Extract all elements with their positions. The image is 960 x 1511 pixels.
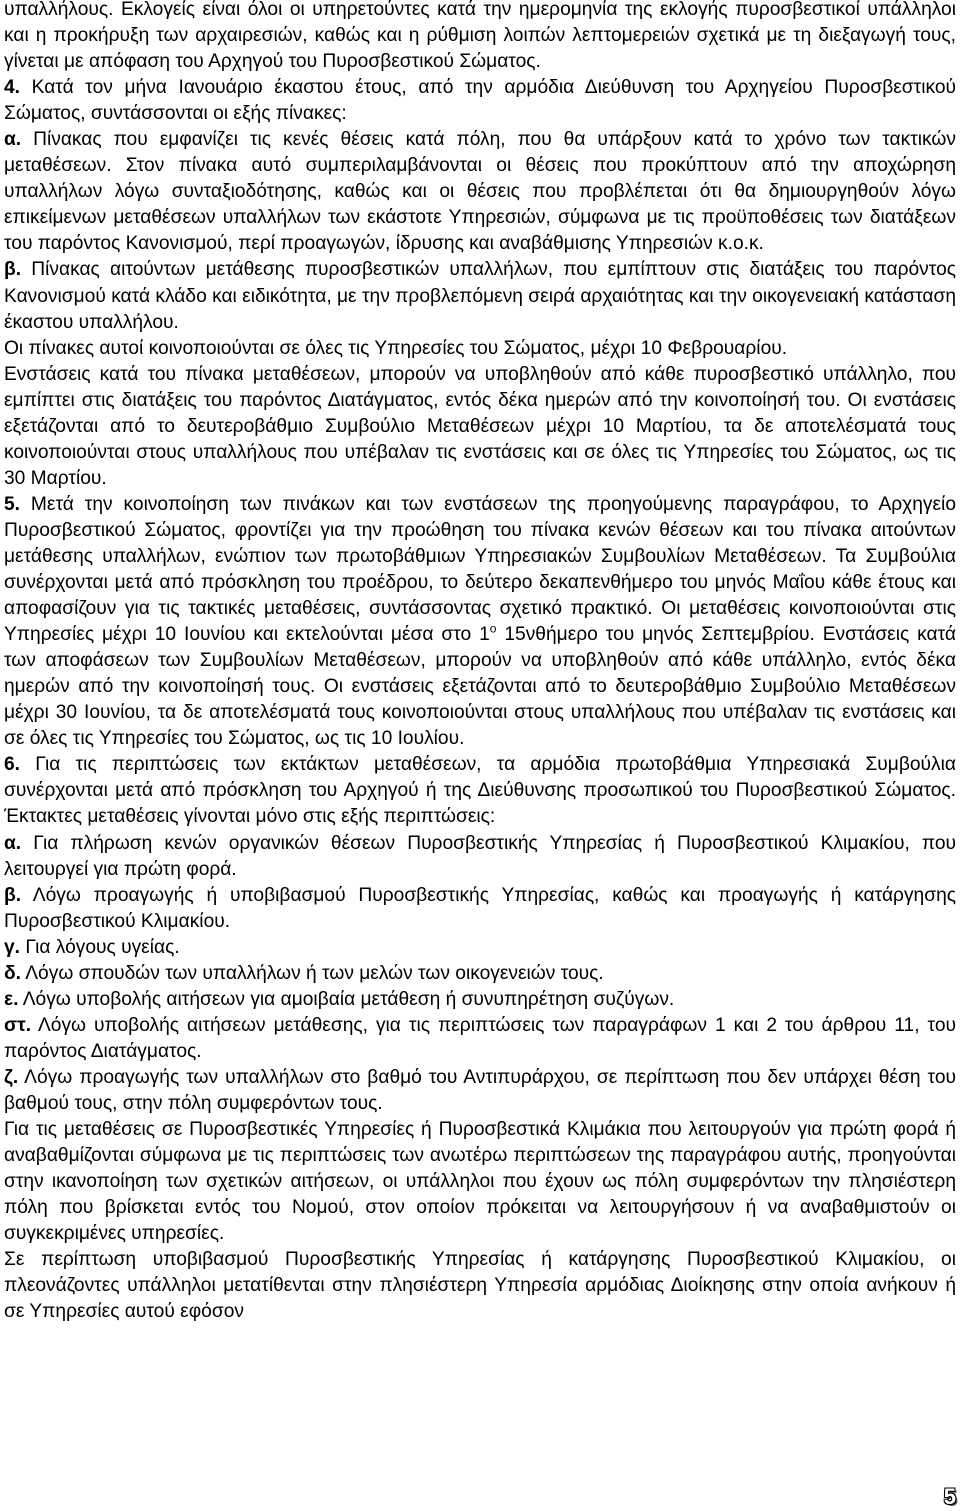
case-text: Για πλήρωση κενών οργανικών θέσεων Πυροσβεστικής Υπηρεσίας ή Πυροσβεστικού Κλιμακίου, που λειτουργεί για πρώτη φορά. bbox=[4, 832, 956, 880]
section-text: Μετά την κοινοποίηση των πινάκων και των ενστάσεων της προηγούμενης παραγράφου, το Αρχηγείο Πυροσβεστικού Σώματος, φροντίζει για την προώθηση του πίνακα κενών θέσεων και του πίνακα αιτούντων μετάθεσης υπαλλήλων, ενώπιον των πρωτοβάθμιων Υπηρεσιακών Συμβουλίων Μεταθέσεων. Τα Συμβούλια συνέρχονται μετά από πρόσκληση του προέδρου, το δεύτερο δεκαπενθήμερο του μηνός Μαΐου κάθε έτους και αποφασίζουν για τις τακτικές μεταθέσεις, συντάσσοντας σχετικό πρακτικό. Οι μεταθέσεις κοινοποιούνται στις Υπηρεσίες μέχρι 10 Ιουνίου και εκτελούνται μέσα στο 1 bbox=[4, 493, 956, 646]
section-6-case-beta bbox=[4, 883, 956, 935]
case-label: ζ. bbox=[4, 1066, 19, 1088]
section-6-demotion bbox=[4, 1247, 956, 1325]
section-6-new-services bbox=[4, 1117, 956, 1247]
paragraph-text: Σε περίπτωση υποβιβασμού Πυροσβεστικής Υπηρεσίας ή κατάργησης Πυροσβεστικού Κλιμακίου, οι πλεονάζοντες υπάλληλοι μετατίθενται στην πλησιέστερη Υπηρεσία αρμόδιας Διοίκησης στην οποία ανήκουν ή σε Υπηρεσίες αυτού εφόσον bbox=[4, 1249, 956, 1323]
section-4-intro bbox=[4, 75, 956, 127]
case-label: β. bbox=[4, 884, 22, 906]
section-6-case-gamma bbox=[4, 935, 956, 961]
paragraph-text: Οι πίνακες αυτοί κοινοποιούνται σε όλες τις Υπηρεσίες του Σώματος, μέχρι 10 Φεβρουαρίου. bbox=[4, 337, 788, 359]
section-6-case-alpha bbox=[4, 831, 956, 883]
section-number: 5. bbox=[4, 493, 21, 515]
ordinal-superscript: ο bbox=[489, 621, 497, 636]
section-6-case-zeta bbox=[4, 1065, 956, 1117]
case-text: Λόγω προαγωγής των υπαλλήλων στο βαθμό του Αντιπυράρχου, σε περίπτωση που δεν υπάρχει θέση του βαθμού τους, στην πόλη συμφερόντων τους. bbox=[4, 1066, 956, 1114]
case-label: δ. bbox=[4, 962, 21, 984]
item-label: β. bbox=[4, 259, 22, 281]
document-page bbox=[4, 0, 956, 1325]
section-text-continued: 15νθήμερο του μηνός Σεπτεμβρίου. Ενστάσεις κατά των αποφάσεων των Συμβουλίων Μεταθέσεων, μπορούν να υποβληθούν από κάθε υπάλληλο, εντός δέκα ημερών από την κοινοποίησή τους. Οι ενστάσεις εξετάζονται από το δευτεροβάθμιο Συμβούλιο Μεταθέσεων μέχρι 30 Ιουνίου, τα δε αποτελέσματά τους κοινοποιούνται στους υπαλλήλους που υπέβαλαν τις ενστάσεις και σε όλες τις Υπηρεσίες του Σώματος, ως τις 10 Ιουλίου. bbox=[4, 624, 956, 750]
section-5 bbox=[4, 492, 956, 752]
paragraph-text: Για τις μεταθέσεις σε Πυροσβεστικές Υπηρεσίες ή Πυροσβεστικά Κλιμάκια που λειτουργούν για πρώτη φορά ή αναβαθμίζονται σύμφωνα με τις περιπτώσεις των ανωτέρω περιπτώσεων της παραγράφου αυτής, προηγούνται στην ικανοποίηση των σχετικών αιτήσεων, οι υπάλληλοι που έχουν ως πόλη συμφερόντων την πλησιέστερη πόλη που βρίσκεται εντός του Νομού, στον οποίον πρόκειται να λειτουργήσουν ή να αναβαθμιστούν οι συγκεκριμένες υπηρεσίες. bbox=[4, 1119, 956, 1245]
case-label: α. bbox=[4, 832, 22, 854]
section-6-case-epsilon bbox=[4, 987, 956, 1013]
item-label: α. bbox=[4, 129, 22, 151]
case-text: Λόγω υποβολής αιτήσεων για αμοιβαία μετάθεση ή συνυπηρέτηση συζύγων. bbox=[18, 988, 675, 1010]
section-4-objections bbox=[4, 362, 956, 492]
section-4-notification bbox=[4, 336, 956, 362]
section-text: Κατά τον μήνα Ιανουάριο έκαστου έτους, από την αρμόδια Διεύθυνση του Αρχηγείου Πυροσβεστικού Σώματος, συντάσσονται οι εξής πίνακες: bbox=[4, 77, 956, 125]
paragraph-text: υπαλλήλους. Εκλογείς είναι όλοι οι υπηρετούντες κατά την ημερομηνία της εκλογής πυροσβεστικοί υπάλληλοι και η προκήρυξη των αρχαιρεσιών, καθώς και η ρύθμιση λοιπών λεπτομερειών σχετικά με τη διεξαγωγή τους, γίνεται με απόφαση του Αρχηγού του Πυροσβεστικού Σώματος. bbox=[4, 0, 956, 73]
case-text: Για λόγους υγείας. bbox=[20, 936, 180, 958]
section-4-item-alpha bbox=[4, 127, 956, 257]
section-number: 4. bbox=[4, 77, 21, 99]
case-text: Λόγω υποβολής αιτήσεων μετάθεσης, για τις περιπτώσεις των παραγράφων 1 και 2 του άρθρου 11, του παρόντος Διατάγματος. bbox=[4, 1014, 956, 1062]
case-label: στ. bbox=[4, 1014, 32, 1036]
section-4-item-beta bbox=[4, 257, 956, 335]
case-label: ε. bbox=[4, 988, 19, 1010]
item-text: Πίνακας που εμφανίζει τις κενές θέσεις κατά πόλη, που θα υπάρξουν κατά το χρόνο των τακτικών μεταθέσεων. Στον πίνακα αυτό συμπεριλαμβάνονται οι θέσεις που προκύπτουν από την αποχώρηση υπαλλήλων λόγω συνταξιοδότησης, καθώς και οι θέσεις που προβλέπεται ότι θα δημιουργηθούν λόγω επικείμενων μεταθέσεων υπαλλήλων των εκάστοτε Υπηρεσιών, σύμφωνα με τις προϋποθέσεις των διατάξεων του παρόντος Κανονισμού, περί προαγωγών, ίδρυσης και αναβάθμισης Υπηρεσιών κ.ο.κ. bbox=[4, 129, 956, 255]
section-6-intro bbox=[4, 752, 956, 830]
section-6-case-delta bbox=[4, 961, 956, 987]
paragraph-text: Ενστάσεις κατά του πίνακα μεταθέσεων, μπορούν να υποβληθούν από κάθε πυροσβεστικό υπάλληλο, που εμπίπτει στις διατάξεις του παρόντος Διατάγματος, εντός δέκα ημερών από την κοινοποίησή του. Οι ενστάσεις εξετάζονται από το δευτεροβάθμιο Συμβούλιο Μεταθέσεων μέχρι 10 Μαρτίου, τα δε αποτελέσματά τους κοινοποιούνται στους υπαλλήλους που υπέβαλαν τις ενστάσεις και σε όλες τις Υπηρεσίες του Σώματος, ως τις 30 Μαρτίου. bbox=[4, 363, 956, 489]
case-label: γ. bbox=[4, 936, 21, 958]
section-number: 6. bbox=[4, 754, 21, 776]
section-6-case-st bbox=[4, 1013, 956, 1065]
section-text: Για τις περιπτώσεις των εκτάκτων μεταθέσεων, τα αρμόδια πρωτοβάθμια Υπηρεσιακά Συμβούλια συνέρχονται μετά από πρόσκληση του Αρχηγού ή της Διεύθυνσης προσωπικού του Πυροσβεστικού Σώματος. Έκτακτες μεταθέσεις γίνονται μόνο στις εξής περιπτώσεις: bbox=[4, 754, 956, 828]
page-number: 5 bbox=[943, 1484, 956, 1509]
case-text: Λόγω προαγωγής ή υποβιβασμού Πυροσβεστικής Υπηρεσίας, καθώς και προαγωγής ή κατάργησης Πυροσβεστικού Κλιμακίου. bbox=[4, 884, 956, 932]
case-text: Λόγω σπουδών των υπαλλήλων ή των μελών των οικογενειών τους. bbox=[20, 962, 604, 984]
paragraph-election-continuation bbox=[4, 0, 956, 75]
item-text: Πίνακας αιτούντων μετάθεσης πυροσβεστικών υπαλλήλων, που εμπίπτουν στις διατάξεις του παρόντος Κανονισμού κατά κλάδο και ειδικότητα, με την προβλεπόμενη σειρά αρχαιότητας και την οικογενειακή κατάσταση έκαστου υπαλλήλου. bbox=[4, 259, 956, 333]
